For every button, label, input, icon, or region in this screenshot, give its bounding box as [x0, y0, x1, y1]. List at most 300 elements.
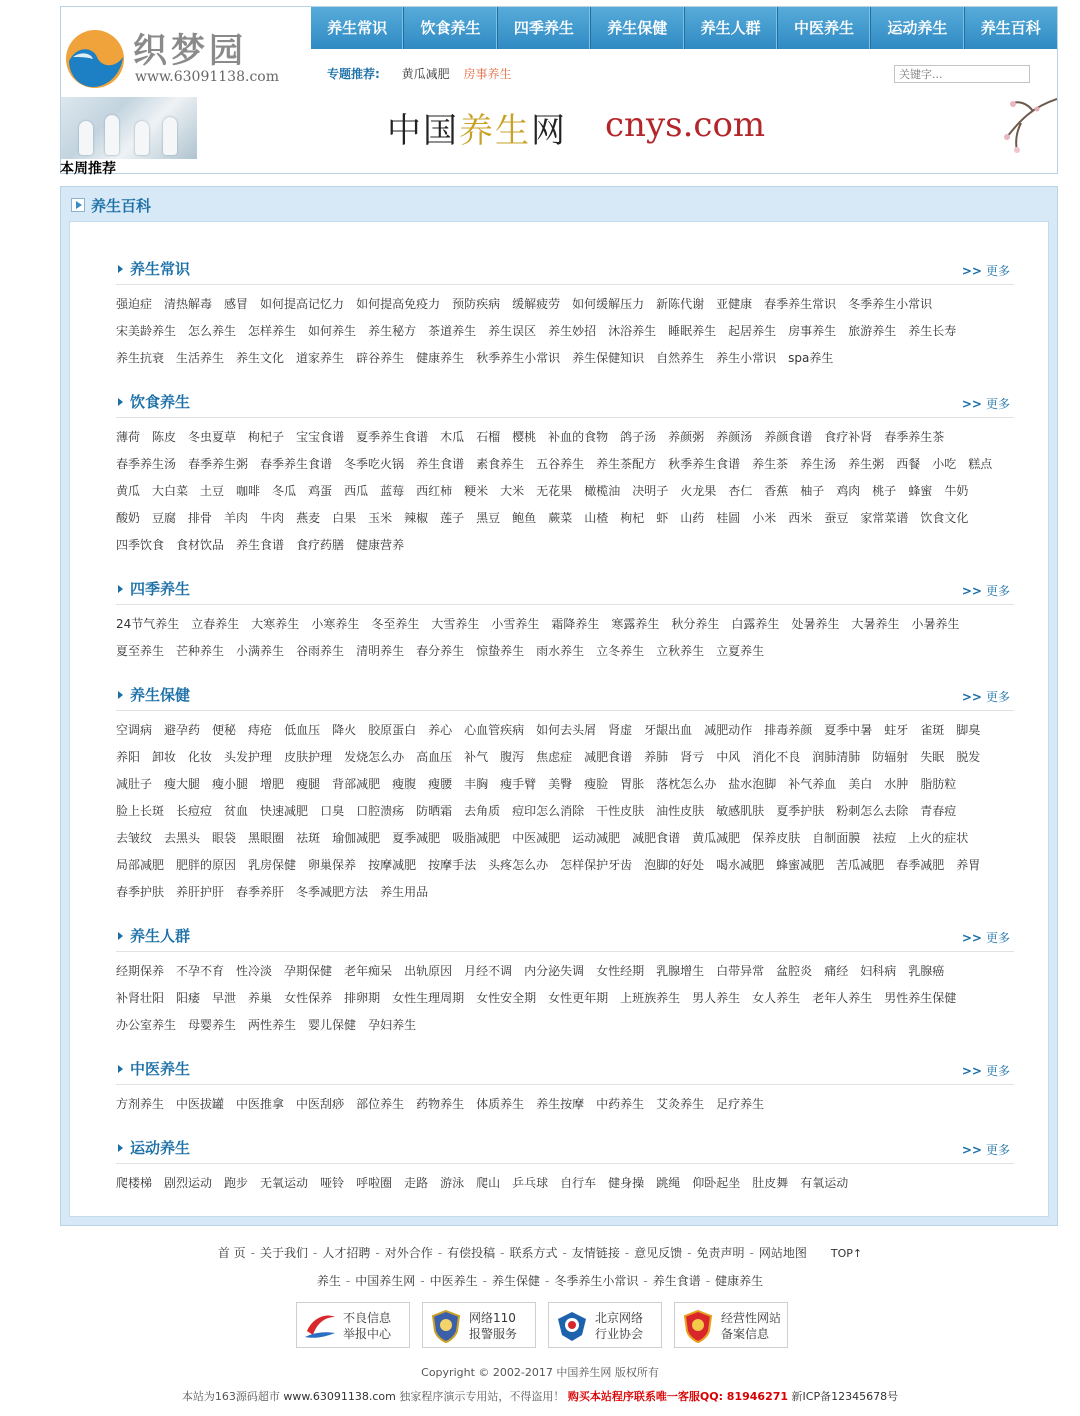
topic-link[interactable]: 方剂养生	[116, 1097, 165, 1111]
topic-link[interactable]: 老年人养生	[812, 991, 873, 1005]
topic-link[interactable]: 宝宝食谱	[296, 430, 345, 444]
topic-link[interactable]: 缓解疲劳	[512, 297, 561, 311]
topic-link[interactable]: 喝水减肥	[716, 858, 765, 872]
topic-link[interactable]: 失眠	[920, 750, 945, 764]
topic-link[interactable]: 山楂	[584, 511, 609, 525]
topic-link[interactable]: 局部减肥	[116, 858, 165, 872]
topic-link[interactable]: 小米	[752, 511, 777, 525]
section-title[interactable]: 四季养生	[130, 580, 191, 598]
topic-link[interactable]: 夏至养生	[116, 644, 165, 658]
topic-link[interactable]: 山药	[680, 511, 705, 525]
topic-link[interactable]: 黄瓜减肥	[692, 831, 741, 845]
topic-link[interactable]: 办公室养生	[116, 1018, 177, 1032]
badge-police-110[interactable]: 网络110 报警服务	[422, 1302, 536, 1348]
topic-link[interactable]: 惊蛰养生	[476, 644, 525, 658]
topic-link[interactable]: 头发护理	[224, 750, 273, 764]
topic-link[interactable]: 白带异常	[716, 964, 765, 978]
topic-link[interactable]: 陈皮	[152, 430, 177, 444]
topic-link[interactable]: 立秋养生	[656, 644, 705, 658]
topic-link[interactable]: 养颜粥	[668, 430, 705, 444]
topic-link[interactable]: 去黑头	[164, 831, 201, 845]
topic-link[interactable]: 旅游养生	[848, 324, 897, 338]
topic-link[interactable]: 月经不调	[464, 964, 513, 978]
topic-link[interactable]: 按摩手法	[428, 858, 477, 872]
topic-link[interactable]: 婴儿保健	[308, 1018, 357, 1032]
topic-link[interactable]: 早泄	[212, 991, 237, 1005]
topic-link[interactable]: 蚕豆	[824, 511, 849, 525]
footer-keyword-link[interactable]: 中医养生	[429, 1274, 478, 1288]
topic-link[interactable]: 怎样保护牙齿	[560, 858, 633, 872]
topic-link[interactable]: 睡眠养生	[668, 324, 717, 338]
topic-link[interactable]: 部位养生	[356, 1097, 405, 1111]
topic-link[interactable]: 养生文化	[236, 351, 285, 365]
topic-link[interactable]: 食疗补肾	[824, 430, 873, 444]
footer-keyword-link[interactable]: 养生保健	[491, 1274, 540, 1288]
section-title[interactable]: 中医养生	[130, 1060, 191, 1078]
topic-link[interactable]: 脚臭	[956, 723, 981, 737]
topic-link[interactable]: 口腔溃疡	[356, 804, 405, 818]
topic-link[interactable]: 爬山	[476, 1176, 501, 1190]
section-title[interactable]: 养生人群	[130, 927, 191, 945]
footer-nav-link[interactable]: 友情链接	[571, 1246, 620, 1260]
topic-link[interactable]: 立夏养生	[716, 644, 765, 658]
topic-link[interactable]: 鸽子汤	[620, 430, 657, 444]
topic-link[interactable]: 口臭	[320, 804, 345, 818]
topic-link[interactable]: 剧烈运动	[164, 1176, 213, 1190]
topic-link[interactable]: 养生小常识	[716, 351, 777, 365]
topic-link[interactable]: 快速减肥	[260, 804, 309, 818]
footer-nav-link[interactable]: 首 页	[217, 1246, 246, 1260]
topic-link[interactable]: 处暑养生	[791, 617, 840, 631]
topic-link[interactable]: 药物养生	[416, 1097, 465, 1111]
topic-link[interactable]: 起居养生	[728, 324, 777, 338]
topic-link[interactable]: 豆腐	[152, 511, 177, 525]
topic-link[interactable]: 男人养生	[692, 991, 741, 1005]
topic-link[interactable]: 老年痴呆	[344, 964, 393, 978]
topic-link[interactable]: 牛奶	[944, 484, 969, 498]
topic-link[interactable]: 健身操	[608, 1176, 645, 1190]
topic-link[interactable]: 春季护肤	[116, 885, 165, 899]
topic-link[interactable]: 女性生理周期	[392, 991, 465, 1005]
topic-link[interactable]: 决明子	[632, 484, 669, 498]
topic-link[interactable]: 养胃	[956, 858, 981, 872]
topic-link[interactable]: 性冷淡	[236, 964, 273, 978]
topic-link[interactable]: 小满养生	[236, 644, 285, 658]
topic-link[interactable]: 蜂蜜减肥	[776, 858, 825, 872]
topic-link[interactable]: 女性保养	[284, 991, 333, 1005]
topic-link[interactable]: 瘦脸	[584, 777, 609, 791]
topic-link[interactable]: 沐浴养生	[608, 324, 657, 338]
topic-link[interactable]: 枸杞	[620, 511, 645, 525]
topic-link[interactable]: 皮肤护理	[284, 750, 333, 764]
topic-link[interactable]: 焦虑症	[536, 750, 573, 764]
topic-link[interactable]: 降火	[332, 723, 357, 737]
footer-nav-link[interactable]: 联系方式	[509, 1246, 558, 1260]
topic-link[interactable]: 鸡肉	[836, 484, 861, 498]
topic-link-highlight[interactable]: 房事养生	[463, 67, 512, 81]
topic-link[interactable]: 白果	[332, 511, 357, 525]
topic-link[interactable]: 雨水养生	[536, 644, 585, 658]
topic-link[interactable]: 足疗养生	[716, 1097, 765, 1111]
topic-link[interactable]: 秋季养生食谱	[668, 457, 741, 471]
badge-icp-record[interactable]: 经营性网站 备案信息	[674, 1302, 788, 1348]
topic-link[interactable]: 养生用品	[380, 885, 429, 899]
topic-link[interactable]: 辟谷养生	[356, 351, 405, 365]
topic-link[interactable]: 养巢	[248, 991, 273, 1005]
topic-link[interactable]: 蛀牙	[884, 723, 909, 737]
topic-link[interactable]: 排毒养颜	[764, 723, 813, 737]
topic-link[interactable]: 美臀	[548, 777, 573, 791]
nav-item-yangsheng-changshi[interactable]: 养生常识	[311, 7, 404, 49]
topic-link[interactable]: 薄荷	[116, 430, 141, 444]
topic-link[interactable]: 虾	[656, 511, 669, 525]
topic-link[interactable]: 爬楼梯	[116, 1176, 153, 1190]
topic-link[interactable]: 男性养生保健	[884, 991, 957, 1005]
topic-link[interactable]: 冬至养生	[371, 617, 420, 631]
footer-keyword-link[interactable]: 冬季养生小常识	[554, 1274, 639, 1288]
topic-link[interactable]: 吸脂减肥	[452, 831, 501, 845]
topic-link[interactable]: 消化不良	[752, 750, 801, 764]
topic-link[interactable]: 蜂蜜	[908, 484, 933, 498]
topic-link[interactable]: 补气养血	[788, 777, 837, 791]
topic-link[interactable]: 土豆	[200, 484, 225, 498]
footer-keyword-link[interactable]: 中国养生网	[355, 1274, 416, 1288]
topic-link[interactable]: 减肥食谱	[632, 831, 681, 845]
topic-link[interactable]: 体质养生	[476, 1097, 525, 1111]
topic-link[interactable]: 哑铃	[320, 1176, 345, 1190]
topic-link[interactable]: 发烧怎么办	[344, 750, 405, 764]
topic-link[interactable]: 预防疾病	[452, 297, 501, 311]
icp-link[interactable]: 新ICP备12345678号	[791, 1390, 899, 1403]
topic-link[interactable]: 上班族养生	[620, 991, 681, 1005]
topic-link[interactable]: 中医拔罐	[176, 1097, 225, 1111]
topic-link[interactable]: 咖啡	[236, 484, 261, 498]
topic-link[interactable]: 养生茶	[752, 457, 789, 471]
topic-link[interactable]: 道家养生	[296, 351, 345, 365]
topic-link[interactable]: 补血的食物	[548, 430, 609, 444]
topic-link[interactable]: 夏季中暑	[824, 723, 873, 737]
topic-link[interactable]: 樱桃	[512, 430, 537, 444]
topic-link[interactable]: 火龙果	[680, 484, 717, 498]
topic-link[interactable]: 中风	[716, 750, 741, 764]
topic-link[interactable]: 冬季养生小常识	[848, 297, 933, 311]
topic-link[interactable]: 跑步	[224, 1176, 249, 1190]
topic-link[interactable]: 感冒	[224, 297, 249, 311]
topic-link[interactable]: 房事养生	[788, 324, 837, 338]
nav-item-siji-yangsheng[interactable]: 四季养生	[498, 7, 591, 49]
topic-link[interactable]: 大寒养生	[251, 617, 300, 631]
topic-link[interactable]: 干性皮肤	[596, 804, 645, 818]
topic-link[interactable]: 减肥动作	[704, 723, 753, 737]
more-link[interactable]: >> 更多	[961, 931, 1010, 945]
topic-link[interactable]: 冬季减肥方法	[296, 885, 369, 899]
topic-link[interactable]: 肚皮舞	[752, 1176, 789, 1190]
topic-link[interactable]: 养生长寿	[908, 324, 957, 338]
topic-link[interactable]: 新陈代谢	[656, 297, 705, 311]
topic-link[interactable]: 养阳	[116, 750, 141, 764]
topic-link[interactable]: 宋美龄养生	[116, 324, 177, 338]
topic-link[interactable]: 玉米	[368, 511, 393, 525]
topic-link[interactable]: 自制面膜	[812, 831, 861, 845]
topic-link[interactable]: 瘦大腿	[164, 777, 201, 791]
topic-link[interactable]: 脸上长斑	[116, 804, 165, 818]
section-title[interactable]: 养生常识	[130, 260, 191, 278]
topic-link[interactable]: 冬瓜	[272, 484, 297, 498]
topic-link[interactable]: 两性养生	[248, 1018, 297, 1032]
topic-link[interactable]: 出轨原因	[404, 964, 453, 978]
topic-link[interactable]: 大暑养生	[851, 617, 900, 631]
topic-link[interactable]: 如何提高记忆力	[260, 297, 345, 311]
topic-link[interactable]: 清明养生	[356, 644, 405, 658]
topic-link[interactable]: 无氧运动	[260, 1176, 309, 1190]
topic-link[interactable]: 养生粥	[848, 457, 885, 471]
more-link[interactable]: >> 更多	[961, 397, 1010, 411]
footer-nav-link[interactable]: 关于我们	[260, 1246, 309, 1260]
topic-link[interactable]: 大米	[500, 484, 525, 498]
topic-link[interactable]: 食疗药膳	[296, 538, 345, 552]
topic-link[interactable]: 酸奶	[116, 511, 141, 525]
topic-link[interactable]: 痘印怎么消除	[512, 804, 585, 818]
topic-link[interactable]: 孕妇养生	[368, 1018, 417, 1032]
topic-link[interactable]: 中医推拿	[236, 1097, 285, 1111]
topic-link[interactable]: 秋分养生	[671, 617, 720, 631]
topic-link[interactable]: 经期保养	[116, 964, 165, 978]
topic-link[interactable]: 泡脚的好处	[644, 858, 705, 872]
topic-link[interactable]: 鲍鱼	[512, 511, 537, 525]
topic-link[interactable]: 强迫症	[116, 297, 153, 311]
footer-keyword-link[interactable]: 养生食谱	[652, 1274, 701, 1288]
topic-link[interactable]: 蕨菜	[548, 511, 573, 525]
footer-nav-link[interactable]: 意见反馈	[634, 1246, 683, 1260]
topic-link[interactable]: 痛经	[824, 964, 849, 978]
topic-link[interactable]: 蓝莓	[380, 484, 405, 498]
topic-link[interactable]: 排卵期	[344, 991, 381, 1005]
topic-link[interactable]: 肾亏	[680, 750, 705, 764]
topic-link[interactable]: 燕麦	[296, 511, 321, 525]
topic-link[interactable]: 乳房保健	[248, 858, 297, 872]
topic-link[interactable]: 孕期保健	[284, 964, 333, 978]
topic-link[interactable]: 粉刺怎么去除	[836, 804, 909, 818]
topic-link[interactable]: 桂圆	[716, 511, 741, 525]
topic-link[interactable]: 小暑养生	[911, 617, 960, 631]
topic-link[interactable]: 腹泻	[500, 750, 525, 764]
footer-nav-link[interactable]: 人才招聘	[322, 1246, 371, 1260]
footer-nav-link[interactable]: 免责声明	[696, 1246, 745, 1260]
topic-link[interactable]: 桃子	[872, 484, 897, 498]
topic-link[interactable]: 女人养生	[752, 991, 801, 1005]
topic-link[interactable]: 按摩减肥	[368, 858, 417, 872]
topic-link[interactable]: 杏仁	[728, 484, 753, 498]
topic-link[interactable]: 低血压	[284, 723, 321, 737]
topic-link[interactable]: 养生食谱	[236, 538, 285, 552]
topic-link[interactable]: 脱发	[956, 750, 981, 764]
topic-link[interactable]: 白露养生	[731, 617, 780, 631]
topic-link[interactable]: 大雪养生	[431, 617, 480, 631]
topic-link[interactable]: 肥胖的原因	[176, 858, 237, 872]
topic-link[interactable]: 增肥	[260, 777, 285, 791]
section-title[interactable]: 饮食养生	[130, 393, 191, 411]
topic-link[interactable]: 小吃	[932, 457, 957, 471]
topic-link[interactable]: 如何提高免疫力	[356, 297, 441, 311]
topic-link[interactable]: 瘦腹	[392, 777, 417, 791]
topic-link[interactable]: 鸡蛋	[308, 484, 333, 498]
topic-link[interactable]: 如何养生	[308, 324, 357, 338]
topic-link[interactable]: 丰胸	[464, 777, 489, 791]
topic-link[interactable]: 24节气养生	[116, 617, 180, 631]
topic-link[interactable]: 女性安全期	[476, 991, 537, 1005]
topic-link[interactable]: 秋季养生小常识	[476, 351, 561, 365]
topic-link[interactable]: 去角质	[464, 804, 501, 818]
topic-link[interactable]: 石榴	[476, 430, 501, 444]
topic-link[interactable]: 生活养生	[176, 351, 225, 365]
topic-link[interactable]: 雀斑	[920, 723, 945, 737]
topic-link[interactable]: 油性皮肤	[656, 804, 705, 818]
topic-link[interactable]: 补气	[464, 750, 489, 764]
topic-link[interactable]: 化妆	[188, 750, 213, 764]
topic-link[interactable]: 如何去头屑	[536, 723, 597, 737]
topic-link[interactable]: 养生保健知识	[572, 351, 645, 365]
topic-link[interactable]: 夏季减肥	[392, 831, 441, 845]
topic-link[interactable]: 减肚子	[116, 777, 153, 791]
topic-link[interactable]: 养肝护肝	[176, 885, 225, 899]
topic-link[interactable]: 中药养生	[596, 1097, 645, 1111]
topic-link[interactable]: 妇科病	[860, 964, 897, 978]
topic-link[interactable]: 艾灸养生	[656, 1097, 705, 1111]
topic-link[interactable]: 小雪养生	[491, 617, 540, 631]
nav-item-yinshi-yangsheng[interactable]: 饮食养生	[404, 7, 497, 49]
more-link[interactable]: >> 更多	[961, 264, 1010, 278]
footer-nav-link[interactable]: 网站地图	[758, 1246, 807, 1260]
topic-link[interactable]: 胃胀	[620, 777, 645, 791]
topic-link[interactable]: 香蕉	[764, 484, 789, 498]
topic-link[interactable]: 柚子	[800, 484, 825, 498]
topic-link[interactable]: 乳腺癌	[908, 964, 945, 978]
topic-link[interactable]: 祛斑	[296, 831, 321, 845]
topic-link[interactable]: 母婴养生	[188, 1018, 237, 1032]
topic-link[interactable]: 心血管疾病	[464, 723, 525, 737]
topic-link[interactable]: 养颜食谱	[764, 430, 813, 444]
topic-link[interactable]: 乒乓球	[512, 1176, 549, 1190]
topic-link[interactable]: 牛肉	[260, 511, 285, 525]
topic-link[interactable]: 背部减肥	[332, 777, 381, 791]
topic-link[interactable]: 谷雨养生	[296, 644, 345, 658]
topic-link[interactable]: 春季养肝	[236, 885, 285, 899]
back-to-top-link[interactable]: TOP↑	[830, 1247, 863, 1260]
badge-report-center[interactable]: 不良信息 举报中心	[296, 1302, 410, 1348]
nav-item-zhongyi-yangsheng[interactable]: 中医养生	[778, 7, 871, 49]
topic-link[interactable]: 立春养生	[191, 617, 240, 631]
topic-link[interactable]: 春季养生汤	[116, 457, 177, 471]
topic-link[interactable]: 立冬养生	[596, 644, 645, 658]
topic-link[interactable]: 盐水泡脚	[728, 777, 777, 791]
nav-item-yangsheng-baike[interactable]: 养生百科	[980, 19, 1041, 37]
topic-link[interactable]: 西红柿	[416, 484, 453, 498]
topic-link[interactable]: 黄瓜	[116, 484, 141, 498]
topic-link[interactable]: 怎样养生	[248, 324, 297, 338]
topic-link[interactable]: 乳腺增生	[656, 964, 705, 978]
topic-link[interactable]: 养生秘方	[368, 324, 417, 338]
topic-link[interactable]: 西餐	[896, 457, 921, 471]
topic-link[interactable]: 黑眼圈	[248, 831, 285, 845]
topic-link[interactable]: 美白	[848, 777, 873, 791]
topic-link[interactable]: 健康营养	[356, 538, 405, 552]
topic-link[interactable]: 上火的症状	[908, 831, 969, 845]
topic-link[interactable]: 保养皮肤	[752, 831, 801, 845]
topic-link[interactable]: 素食养生	[476, 457, 525, 471]
topic-link[interactable]: 小寒养生	[311, 617, 360, 631]
topic-link[interactable]: 枸杞子	[248, 430, 285, 444]
nav-item-yangsheng-baojian[interactable]: 养生保健	[591, 7, 684, 49]
topic-link[interactable]: 春季养生常识	[764, 297, 837, 311]
topic-link[interactable]: 瘦手臂	[500, 777, 537, 791]
topic-link[interactable]: 肾虚	[608, 723, 633, 737]
topic-link[interactable]: 养生食谱	[416, 457, 465, 471]
topic-link[interactable]: 自然养生	[656, 351, 705, 365]
topic-link[interactable]: 清热解毒	[164, 297, 213, 311]
topic-link[interactable]: 呼啦圈	[356, 1176, 393, 1190]
more-link[interactable]: >> 更多	[961, 1064, 1010, 1078]
footer-nav-link[interactable]: 有偿投稿	[447, 1246, 496, 1260]
topic-link[interactable]: 五谷养生	[536, 457, 585, 471]
topic-link[interactable]: 春季养生食谱	[260, 457, 333, 471]
nav-item-yundong-yangsheng[interactable]: 运动养生	[871, 7, 964, 49]
topic-link[interactable]: 女性更年期	[548, 991, 609, 1005]
topic-link[interactable]: 霜降养生	[551, 617, 600, 631]
topic-link[interactable]: 贫血	[224, 804, 249, 818]
topic-link[interactable]: 夏季养生食谱	[356, 430, 429, 444]
nav-item-yangsheng-renqun[interactable]: 养生人群	[685, 7, 778, 49]
topic-link[interactable]: 长痘痘	[176, 804, 213, 818]
topic-link[interactable]: 瑜伽减肥	[332, 831, 381, 845]
topic-link[interactable]: 养生误区	[488, 324, 537, 338]
topic-link[interactable]: 头疼怎么办	[488, 858, 549, 872]
topic-link[interactable]: 空调病	[116, 723, 153, 737]
topic-link[interactable]: 有氧运动	[800, 1176, 849, 1190]
topic-link[interactable]: 痔疮	[248, 723, 273, 737]
topic-link[interactable]: 糕点	[968, 457, 993, 471]
more-link[interactable]: >> 更多	[961, 690, 1010, 704]
topic-link[interactable]: 春季养生茶	[884, 430, 945, 444]
topic-link[interactable]: 走路	[404, 1176, 429, 1190]
topic-link[interactable]: 补肾壮阳	[116, 991, 165, 1005]
topic-link[interactable]: 养生按摩	[536, 1097, 585, 1111]
topic-link[interactable]: 苦瓜减肥	[836, 858, 885, 872]
topic-link[interactable]: 瘦腰	[428, 777, 453, 791]
topic-link[interactable]: 食材饮品	[176, 538, 225, 552]
topic-link[interactable]: 高血压	[416, 750, 453, 764]
topic-link[interactable]: 健康养生	[416, 351, 465, 365]
topic-link[interactable]: 养生汤	[800, 457, 837, 471]
topic-link[interactable]: 敏感肌肤	[716, 804, 765, 818]
topic-link[interactable]: 内分泌失调	[524, 964, 585, 978]
topic-link[interactable]: 茶道养生	[428, 324, 477, 338]
topic-link[interactable]: 冬虫夏草	[188, 430, 237, 444]
topic-link[interactable]: 养肺	[644, 750, 669, 764]
topic-link[interactable]: 寒露养生	[611, 617, 660, 631]
topic-link[interactable]: 仰卧起坐	[692, 1176, 741, 1190]
topic-link[interactable]: 黑豆	[476, 511, 501, 525]
topic-link[interactable]: 便秘	[212, 723, 237, 737]
topic-link[interactable]: 亚健康	[716, 297, 753, 311]
topic-link[interactable]: 卵巢保养	[308, 858, 357, 872]
topic-link[interactable]: 春季养生粥	[188, 457, 249, 471]
topic-link[interactable]: 中医刮痧	[296, 1097, 345, 1111]
more-link[interactable]: >> 更多	[961, 584, 1010, 598]
topic-link[interactable]: 西米	[788, 511, 813, 525]
topic-link[interactable]: 夏季护肤	[776, 804, 825, 818]
topic-link[interactable]: 减肥食谱	[584, 750, 633, 764]
topic-link[interactable]: 瘦小腿	[212, 777, 249, 791]
